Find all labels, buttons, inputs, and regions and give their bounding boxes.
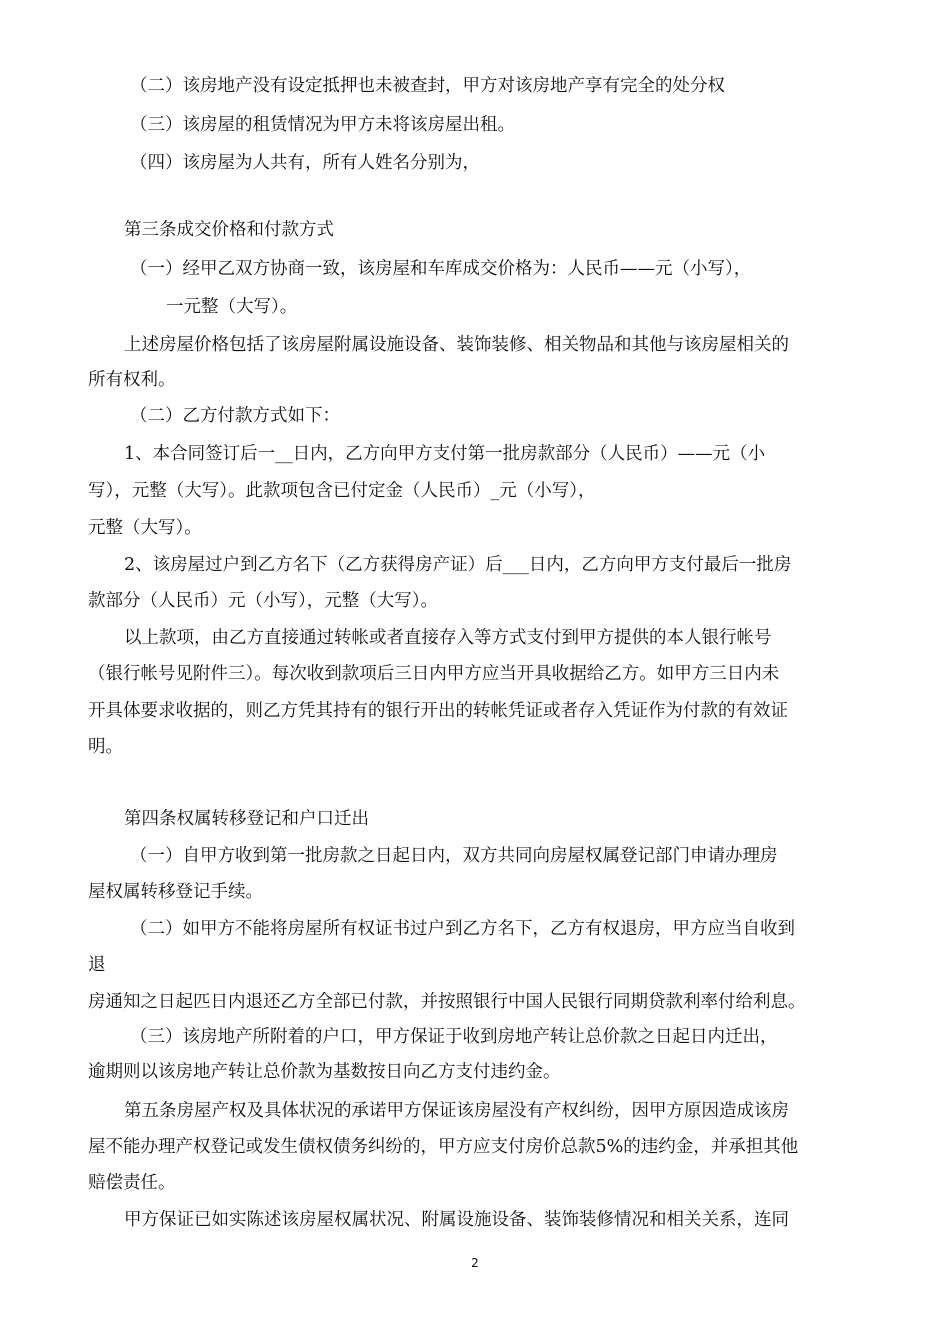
clause-3-1-line-2: 一元整（大写）。 <box>166 297 298 317</box>
clause-2-4: （四）该房屋为人共有，所有人姓名分别为， <box>130 153 480 173</box>
clause-4-1-line-1: （一）自甲方收到第一批房款之日起日内，双方共同向房屋权属登记部门申请办理房 <box>130 846 778 866</box>
article-3-heading: 第三条成交价格和付款方式 <box>124 220 334 240</box>
clause-4-2-line-3: 房通知之日起匹日内退还乙方全部已付款，并按照银行中国人民银行同期贷款利率付给利息。 <box>88 992 806 1012</box>
guarantee-line-1: 甲方保证已如实陈述该房屋权属状况、附属设施设备、装饰装修情况和相关关系，连同 <box>124 1210 789 1230</box>
payment-1-line-2: 写），元整（大写）。此款项包含已付定金（人民币）_元（小写）， <box>88 481 596 501</box>
clause-4-2-line-2: 退 <box>88 955 106 975</box>
payment-1-line-1: 1、本合同签订后一__日内，乙方向甲方支付第一批房款部分（人民币）——元（小 <box>124 444 766 464</box>
price-note-line-1: 上述房屋价格包括了该房屋附属设施设备、装饰装修、相关物品和其他与该房屋相关的 <box>124 335 789 355</box>
payment-method-line-4: 明。 <box>88 737 123 757</box>
clause-3-1-line-1: （一）经甲乙双方协商一致，该房屋和车库成交价格为：人民币——元（小写）， <box>130 259 752 279</box>
article-5-line-2: 屋不能办理产权登记或发生债权债务纠纷的，甲方应支付房价总款5%的违约金，并承担其他 <box>88 1137 799 1157</box>
clause-4-3-line-1: （三）该房地产所附着的户口，甲方保证于收到房地产转让总价款之日起日内迁出， <box>130 1027 778 1047</box>
clause-2-2: （二）该房地产没有设定抵押也未被查封，甲方对该房地产享有完全的处分权 <box>130 76 725 96</box>
article-5-line-3: 赔偿责任。 <box>88 1173 176 1193</box>
payment-method-line-3: 开具体要求收据的，则乙方凭其持有的银行开出的转帐凭证或者存入凭证作为付款的有效证 <box>88 701 788 721</box>
payment-2-line-1: 2、该房屋过户到乙方名下（乙方获得房产证）后___日内，乙方向甲方支付最后一批房 <box>124 555 792 575</box>
price-note-line-2: 所有权利。 <box>88 370 176 390</box>
clause-4-2-line-1: （二）如甲方不能将房屋所有权证书过户到乙方名下，乙方有权退房，甲方应当自收到 <box>130 919 795 939</box>
clause-4-3-line-2: 逾期则以该房地产转让总价款为基数按日向乙方支付违约金。 <box>88 1062 561 1082</box>
clause-3-2: （二）乙方付款方式如下： <box>130 406 340 426</box>
page-number: 2 <box>471 1256 479 1270</box>
payment-1-line-3: 元整（大写）。 <box>88 518 202 538</box>
payment-2-line-2: 款部分（人民币）元（小写），元整（大写）。 <box>88 591 438 611</box>
clause-2-3: （三）该房屋的租赁情况为甲方未将该房屋出租。 <box>130 115 515 135</box>
payment-method-line-1: 以上款项，由乙方直接通过转帐或者直接存入等方式支付到甲方提供的本人银行帐号 <box>124 628 772 648</box>
payment-method-line-2: （银行帐号见附件三）。每次收到款项后三日内甲方应当开具收据给乙方。如甲方三日内未 <box>88 664 780 684</box>
clause-4-1-line-2: 屋权属转移登记手续。 <box>88 882 263 902</box>
article-4-heading: 第四条权属转移登记和户口迁出 <box>124 809 369 829</box>
article-5-line-1: 第五条房屋产权及具体状况的承诺甲方保证该房屋没有产权纠纷，因甲方原因造成该房 <box>124 1101 789 1121</box>
